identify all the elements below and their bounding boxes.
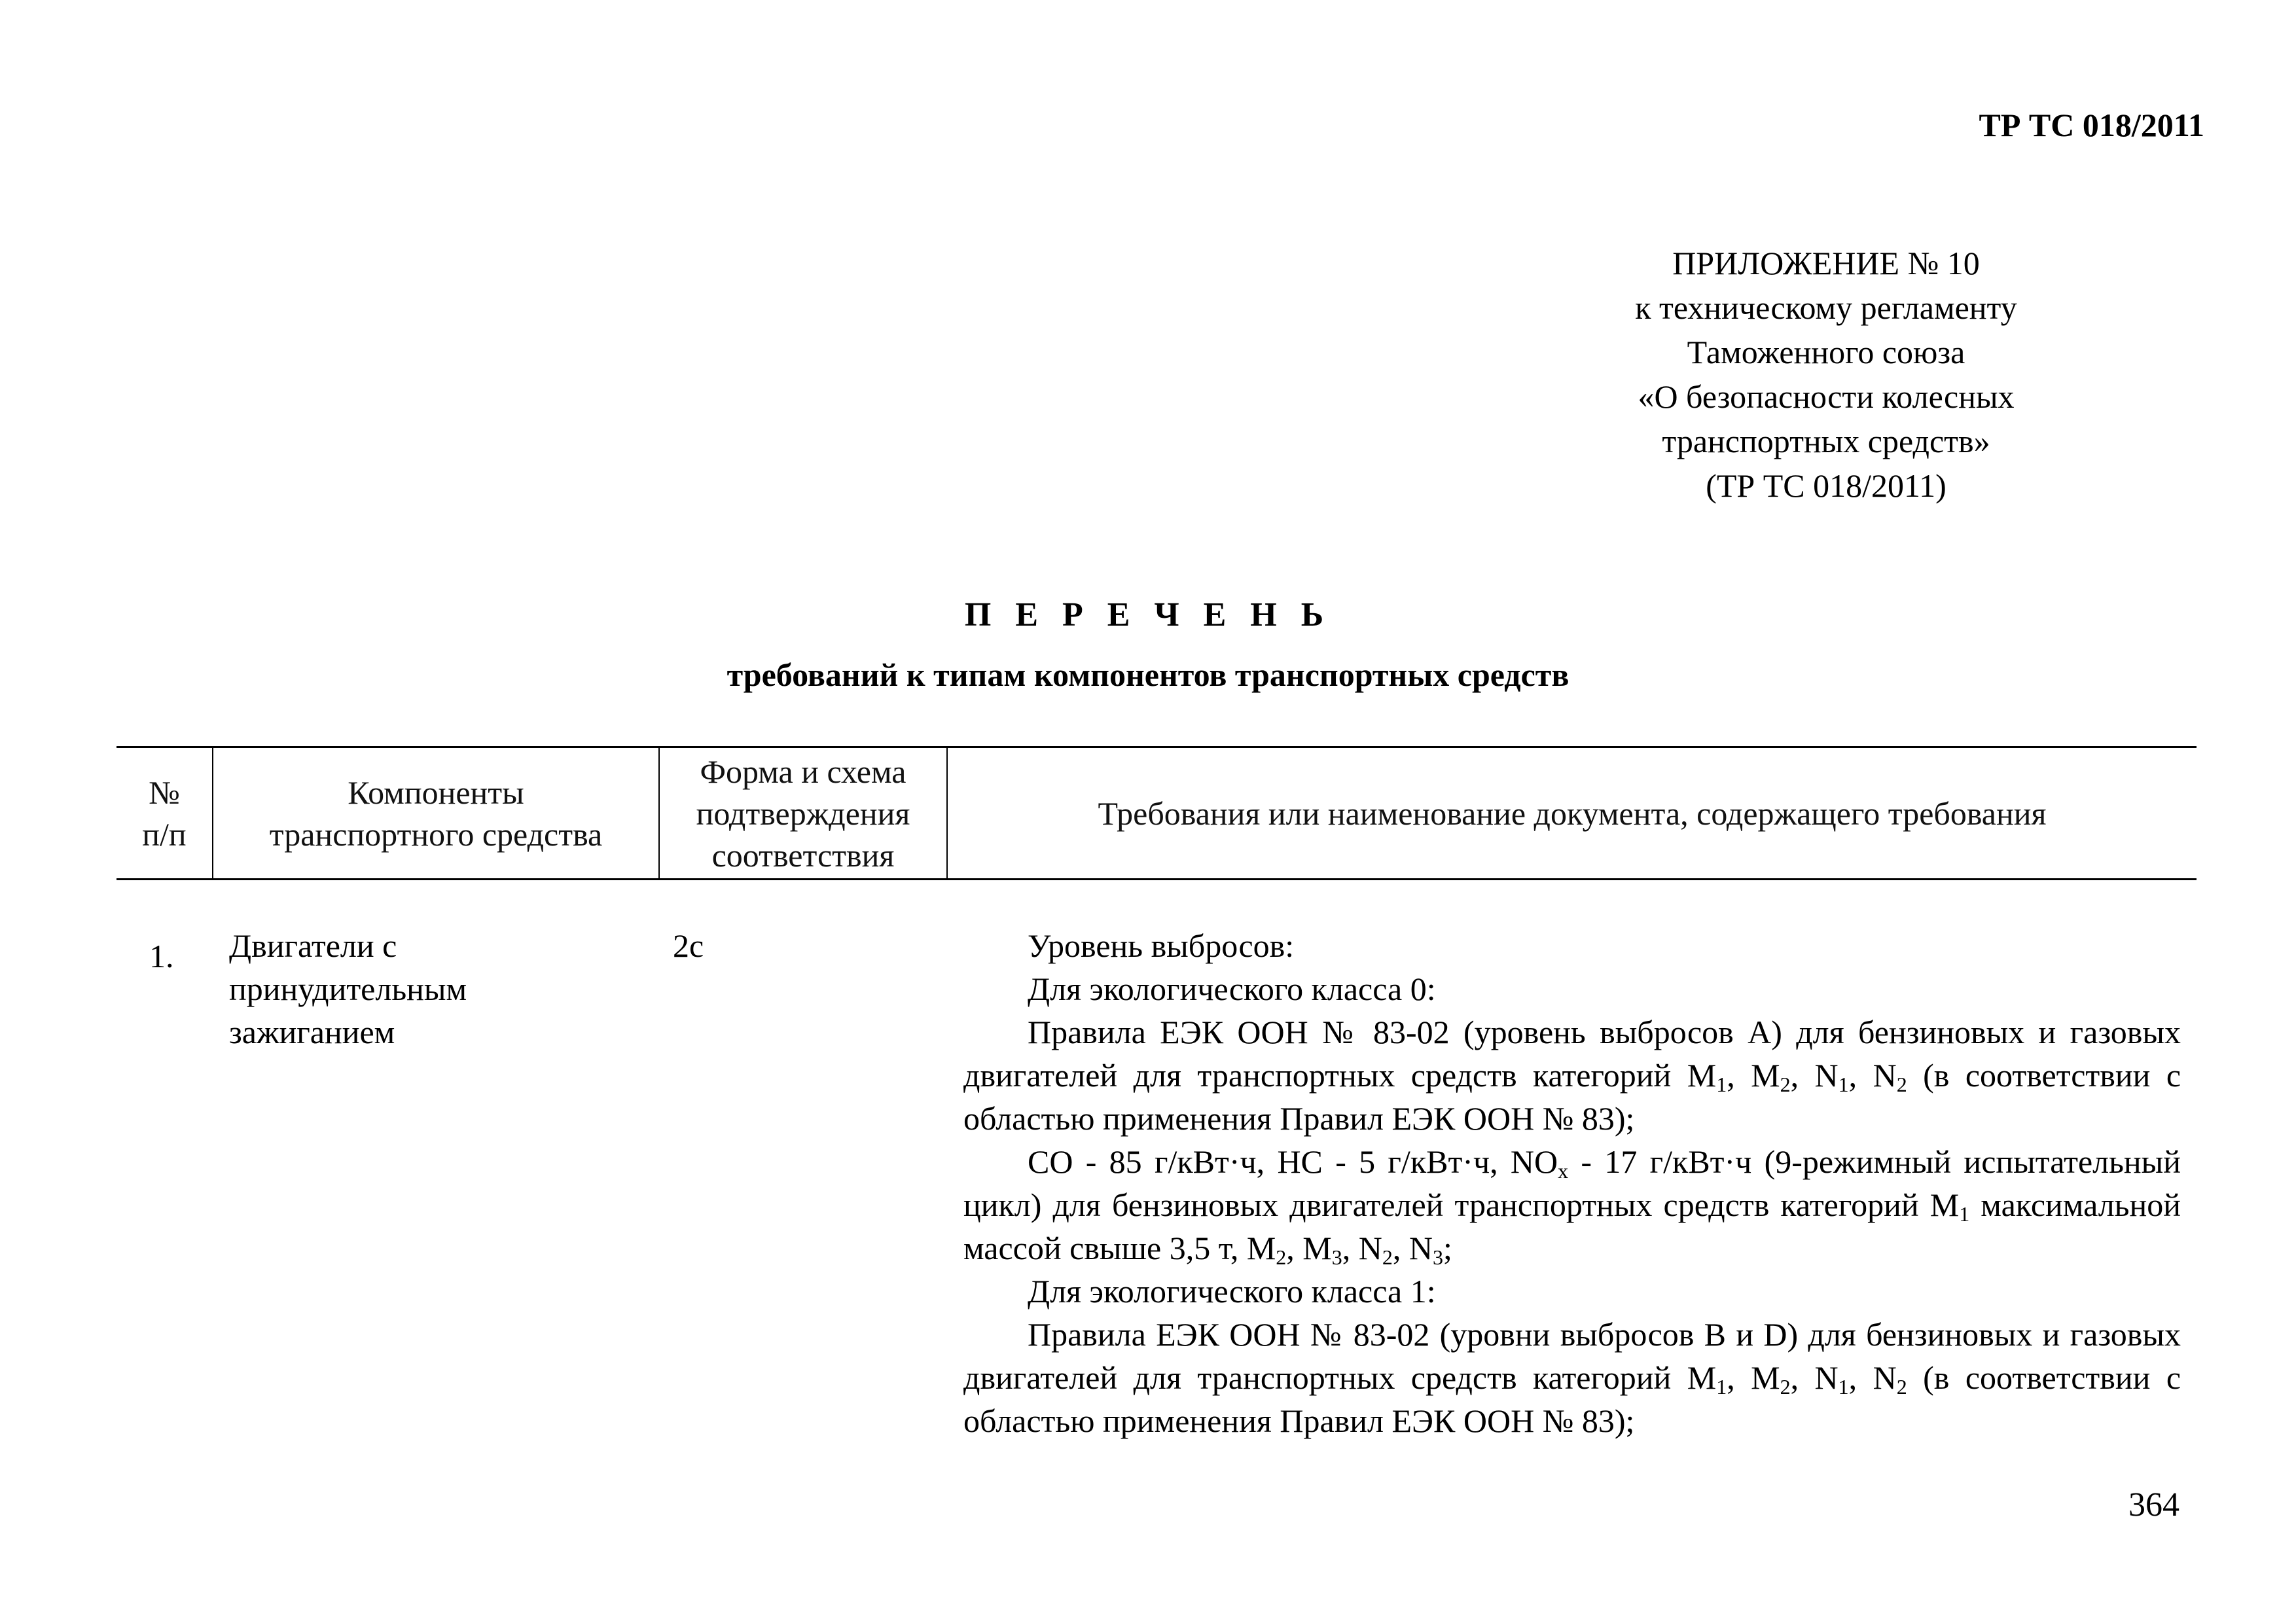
header-component-line: Компоненты — [348, 774, 524, 811]
header-requirements-line: Требования или наименование документа, содержащего требования — [1098, 794, 2047, 832]
row-number: 1. — [149, 938, 174, 974]
appendix-line: «О безопасности колесных — [1638, 378, 2015, 415]
component-line: Двигатели с — [229, 927, 397, 964]
page-number: 364 — [2128, 1486, 2179, 1524]
appendix-line: ПРИЛОЖЕНИЕ № 10 — [1672, 245, 1980, 281]
header-requirements — [948, 748, 2197, 878]
appendix-line: транспортных средств» — [1662, 423, 1990, 459]
appendix-line: к техническому регламенту — [1635, 289, 2017, 326]
requirement-paragraph: CO - 85 г/кВт·ч, НС - 5 г/кВт·ч, $NO_x - 17$ г/кВт·ч (9-режимный испытательный цикл) для бензиновых двигателей транспортных средств категорий $М_1$ максимальной массой свыше 3,5 т, $М_2$, $М_3$, $N_2$, $N_3$; — [963, 1143, 2181, 1269]
requirement-paragraph: Правила ЕЭК ООН № 83-02 (уровень выбросов А) для бензиновых и газовых двигателей для транспортных средств категорий $М_1$, $М_2$, $N_1$, $N_2$ (в соответствии с областью применения Правил ЕЭК ООН № 83); — [963, 1014, 2181, 1137]
header-scheme — [660, 748, 946, 878]
header-num — [117, 748, 212, 878]
header-num-line: п/п — [142, 815, 187, 853]
header-scheme-line: Форма и схема — [700, 753, 906, 790]
header-scheme-line: подтверждения — [696, 794, 910, 832]
appendix-line: (ТР ТС 018/2011) — [1706, 467, 1946, 504]
component-line: зажиганием — [229, 1014, 395, 1050]
component-line: принудительным — [229, 971, 467, 1007]
header-scheme-line: соответствия — [711, 836, 895, 874]
requirement-paragraph: Для экологического класса 0: — [1028, 971, 1436, 1007]
list-title: П Е Р Е Ч Е Н Ь — [964, 596, 1332, 633]
header-component-line: транспортного средства — [269, 815, 603, 853]
header-component — [213, 748, 658, 878]
appendix-line: Таможенного союза — [1687, 334, 1965, 370]
appendix-heading — [1492, 241, 2160, 508]
table-header-rule — [117, 878, 2197, 880]
list-subtitle: требований к типам компонентов транспортных средств — [726, 656, 1570, 693]
row-scheme: 2с — [673, 927, 704, 964]
row-requirements — [963, 924, 2181, 1442]
header-num-line: № — [149, 774, 180, 811]
requirement-paragraph: Уровень выбросов: — [1028, 927, 1295, 964]
requirement-paragraph: Для экологического класса 1: — [1028, 1273, 1436, 1310]
document-code: ТР ТС 018/2011 — [1979, 107, 2204, 143]
requirement-paragraph: Правила ЕЭК ООН № 83-02 (уровни выбросов В и D) для бензиновых и газовых двигателей для транспортных средств категорий $М_1$, $М_2$, $N_1$, $N_2$ (в соответствии с областью применения Правил ЕЭК ООН № 83); — [963, 1316, 2181, 1439]
row-component — [229, 924, 467, 1054]
